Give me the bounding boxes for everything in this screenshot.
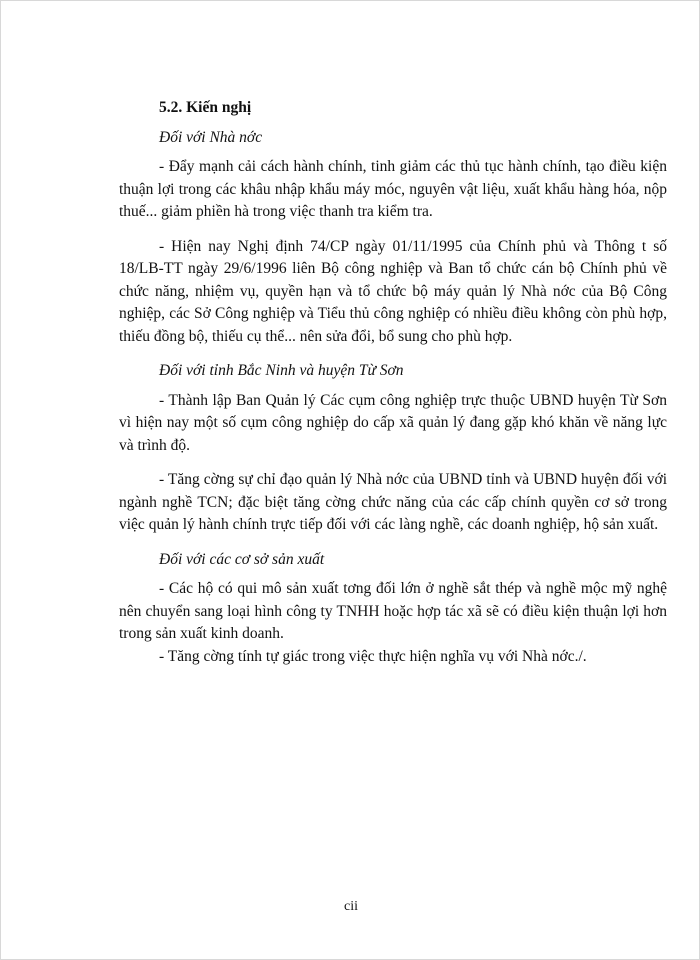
subheading-province: Đối với tỉnh Bắc Ninh và huyện Từ Sơn: [159, 362, 404, 379]
subheading-state: Đối với Nhà nớc: [159, 128, 263, 146]
paragraph: - Các hộ có qui mô sản xuất tơng đối lớn ở nghề sắt thép và nghề mộc mỹ nghệ nên chuyển sang loại hình công ty TNHH hoặc hợp tác xã sẽ có điều kiện thuận lợi hơn trong sản xuất kinh doanh.: [119, 580, 667, 642]
subheading-producers: Đối với các cơ sở sản xuất: [159, 550, 325, 568]
page-number: cii: [344, 899, 358, 914]
paragraph: - Tăng cờng tính tự giác trong việc thực hiện nghĩa vụ với Nhà nớc./.: [159, 647, 587, 665]
section-heading: 5.2. Kiến nghị: [159, 99, 252, 116]
paragraph: - Thành lập Ban Quản lý Các cụm công nghiệp trực thuộc UBND huyện Từ Sơn vì hiện nay một số cụm công nghiệp do cấp xã quản lý đang gặp khó khăn về năng lực và trình độ.: [119, 391, 667, 454]
paragraph: - Tăng cờng sự chỉ đạo quản lý Nhà nớc của UBND tỉnh và UBND huyện đối với ngành nghề TCN; đặc biệt tăng cờng chức năng của các cấp chính quyền cơ sở trong việc quản lý hành chính trực tiếp đối với các làng nghề, các doanh nghiệp, hộ sản xuất.: [119, 471, 667, 533]
paragraph: - Hiện nay Nghị định 74/CP ngày 01/11/1995 của Chính phủ và Thông t số 18/LB-TT ngày 29/6/1996 liên Bộ công nghiệp và Ban tổ chức cán bộ Chính phủ về chức năng, nhiệm vụ, quyền hạn và tổ chức bộ máy quản lý Nhà nớc của Bộ Công nghiệp, các Sở Công nghiệp và Tiểu thủ công nghiệp có nhiều điều không còn phù hợp, thiếu đồng bộ, thiếu cụ thể... nên sửa đổi, bổ sung cho phù hợp.: [119, 237, 667, 345]
paragraph: - Đẩy mạnh cải cách hành chính, tinh giảm các thủ tục hành chính, tạo điều kiện thuận lợi trong các khâu nhập khẩu máy móc, nguyên vật liệu, xuất khẩu hàng hóa, nộp thuế... giảm phiền hà trong việc thanh tra kiểm tra.: [119, 158, 667, 220]
page-content: [119, 97, 667, 680]
